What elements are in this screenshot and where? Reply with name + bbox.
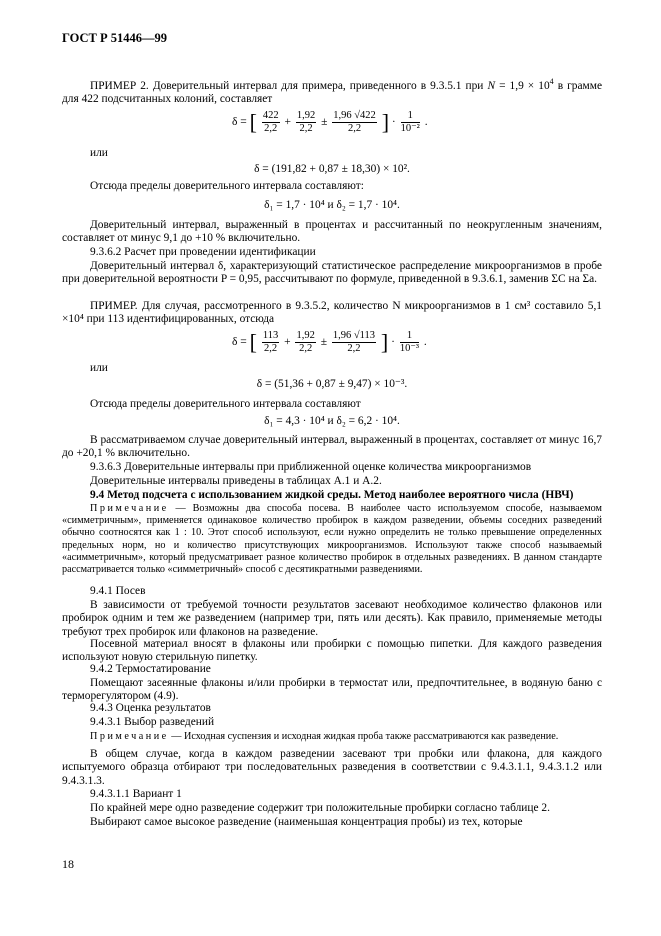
note-2	[62, 731, 602, 743]
heading-9-4: 9.4 Метод подсчета с использованием жидкой среды. Метод наиболее вероятного числа (НВЧ)	[90, 489, 574, 501]
limits-paragraph-1: Отсюда пределы доверительного интервала составляют:	[90, 180, 364, 192]
formula-2: δ = (191,82 + 0,87 ± 18,30) × 10².	[254, 163, 410, 175]
document-header: ГОСТ Р 51446—99	[62, 31, 168, 45]
note-1-text: — Возможны два способа посева. В наиболее часто используемом способе, называемом «симметричным», применяется одинаковое количество пробирок в каждом разведении, объемы соседних разведений обычно соотносятся как 1 : 10. Этот способ используют, если нужно определить не только превышение определенных предельных норм, но и количество присутствующих микроорганизмов. Используют также способ называемый «асимметричным», который предусматривает разное количество пробирок в отдельных разведениях. В данном стандарте рассматривается только «симметричный» способ с десятикратными разведениями.	[62, 503, 602, 576]
formula-4-b-den: 2,2	[299, 343, 313, 354]
heading-9-4-3: 9.4.3 Оценка результатов	[90, 702, 211, 714]
formula-4-a-den: 2,2	[263, 343, 278, 354]
heading-9-4-1: 9.4.1 Посев	[90, 585, 146, 597]
heading-9-3-6-2: 9.3.6.2 Расчет при проведении идентификации	[90, 246, 316, 258]
pipette-paragraph: Посевной материал вносят в флаконы или пробирки с помощью пипетки. Для каждого разведения используют новую стерильную пипетку.	[62, 638, 602, 664]
formula-4-c-den: 2,2	[347, 343, 361, 354]
formula-1-b-den: 2,2	[299, 123, 313, 134]
note-1	[62, 503, 602, 576]
example-2-paragraph: ПРИМЕР 2. Доверительный интервал для примера, приведенного в 9.3.5.1 при $N = 1,9 \times 10^4$ в грамме для 422 подсчитанных колоний, составляет	[62, 77, 602, 106]
formula-4: δ = [ $\frac{113}{2,2}$ + $\frac{1,92}{2,2}$ ± $\frac{1,96 √113}{2,2}$ ] · $\frac{1}{\text{10⁻³}}$ .	[232, 329, 427, 355]
formula-4-lhs: δ =	[232, 336, 247, 349]
formula-6: δ₁ = 4,3 · 10⁴ и δ₂ = 6,2 · 10⁴.	[264, 415, 400, 427]
formula-4-b-num: 1,92	[296, 330, 315, 341]
formula-5: δ = (51,36 + 0,87 ± 9,47) × 10⁻³.	[256, 378, 408, 390]
highest-dilution-paragraph: Выбирают самое высокое разведение (наименьшая концентрация пробы) из тех, которые	[90, 816, 523, 828]
or-text-2: или	[90, 362, 108, 374]
example-paragraph: ПРИМЕР. Для случая, рассмотренного в 9.3.5.2, количество N микроорганизмов в 1 см³ составило 5,1 ×10⁴ при 113 идентифицированных, отсюда	[62, 300, 602, 326]
formula-1-b-num: 1,92	[296, 110, 316, 121]
formula-1-e-num: 1	[401, 110, 420, 123]
page-number: 18	[62, 857, 74, 871]
dilution-selection-paragraph: В общем случае, когда в каждом разведении засевают три пробки или флакона, для каждого испытуемого образца отбирают три последовательных разведения в соответствии с 9.4.3.1.1, 9.4.3.1.2 или 9.4.3.1.3.	[62, 748, 602, 787]
formula-1-c-den: 2,2	[347, 123, 362, 134]
tables-reference-paragraph: Доверительные интервалы приведены в таблицах А.1 и А.2.	[90, 475, 382, 487]
note-2-text: — Исходная суспензия и исходная жидкая проба также рассматриваются как разведение.	[168, 731, 559, 742]
note-2-label: Примечание	[90, 731, 169, 742]
note-1-label: Примечание	[90, 503, 169, 514]
limits-paragraph-2: Отсюда пределы доверительного интервала составляют	[90, 398, 361, 410]
or-text-1: или	[90, 147, 108, 159]
formula-1-lhs: δ =	[232, 116, 247, 129]
variant-1-paragraph: По крайней мере одно разведение содержит три положительные пробирки согласно таблице 2.	[90, 802, 550, 814]
formula-1-c-num: 1,96 √422	[333, 110, 376, 121]
incubation-paragraph: Помещают засеянные флаконы и/или пробирки в термостат или, предпочтительнее, в водяную баню с терморегулятором (4.9).	[62, 677, 602, 703]
interval-percent-paragraph-2: В рассматриваемом случае доверительный интервал, выраженный в процентах, составляет от минус 16,7 до +20,1 % включительно.	[62, 434, 602, 460]
heading-9-4-2: 9.4.2 Термостатирование	[90, 663, 211, 675]
formula-4-a-num: 113	[262, 330, 279, 341]
heading-9-4-3-1-1: 9.4.3.1.1 Вариант 1	[90, 788, 182, 800]
formula-1: δ = [ $\frac{422}{2,2}$ + $\frac{1,92}{2,2}$ ± $\frac{1,96 √422}{2,2}$ ] · $\frac{1}{\text{10⁻²}}$ .	[232, 109, 428, 135]
formula-3: δ₁ = 1,7 · 10⁴ и δ₂ = 1,7 · 10⁴.	[264, 199, 400, 211]
formula-1-a-den: 2,2	[264, 123, 278, 134]
formula-4-e-den: 10⁻³	[399, 343, 420, 354]
formula-1-a-num: 422	[262, 110, 279, 121]
formula-4-e-num: 1	[400, 330, 419, 343]
formula-4-c-num: 1,96 √113	[332, 330, 376, 341]
interval-percent-paragraph-1: Доверительный интервал, выраженный в процентах и рассчитанный по неокругленным значениям, составляет от минус 9,1 до +10 % включительно.	[62, 219, 602, 245]
heading-9-3-6-3: 9.3.6.3 Доверительные интервалы при приближенной оценке количества микроорганизмов	[90, 461, 532, 473]
identification-paragraph: Доверительный интервал δ, характеризующий статистическое распределение микроорганизмов в пробе при доверительной вероятности P = 0,95, рассчитывают по формуле, приведенной в 9.3.6.1, заменив ΣC на Σa.	[62, 260, 602, 286]
formula-1-e-den: 10⁻²	[400, 123, 420, 134]
inoculation-paragraph: В зависимости от требуемой точности результатов засевают необходимое количество флаконов или пробирок одним и тем же разведением (например три, пять или десять). Как правило, применяемые методы требуют трех пробирок или флаконов на разведение.	[62, 599, 602, 638]
heading-9-4-3-1: 9.4.3.1 Выбор разведений	[90, 716, 215, 728]
